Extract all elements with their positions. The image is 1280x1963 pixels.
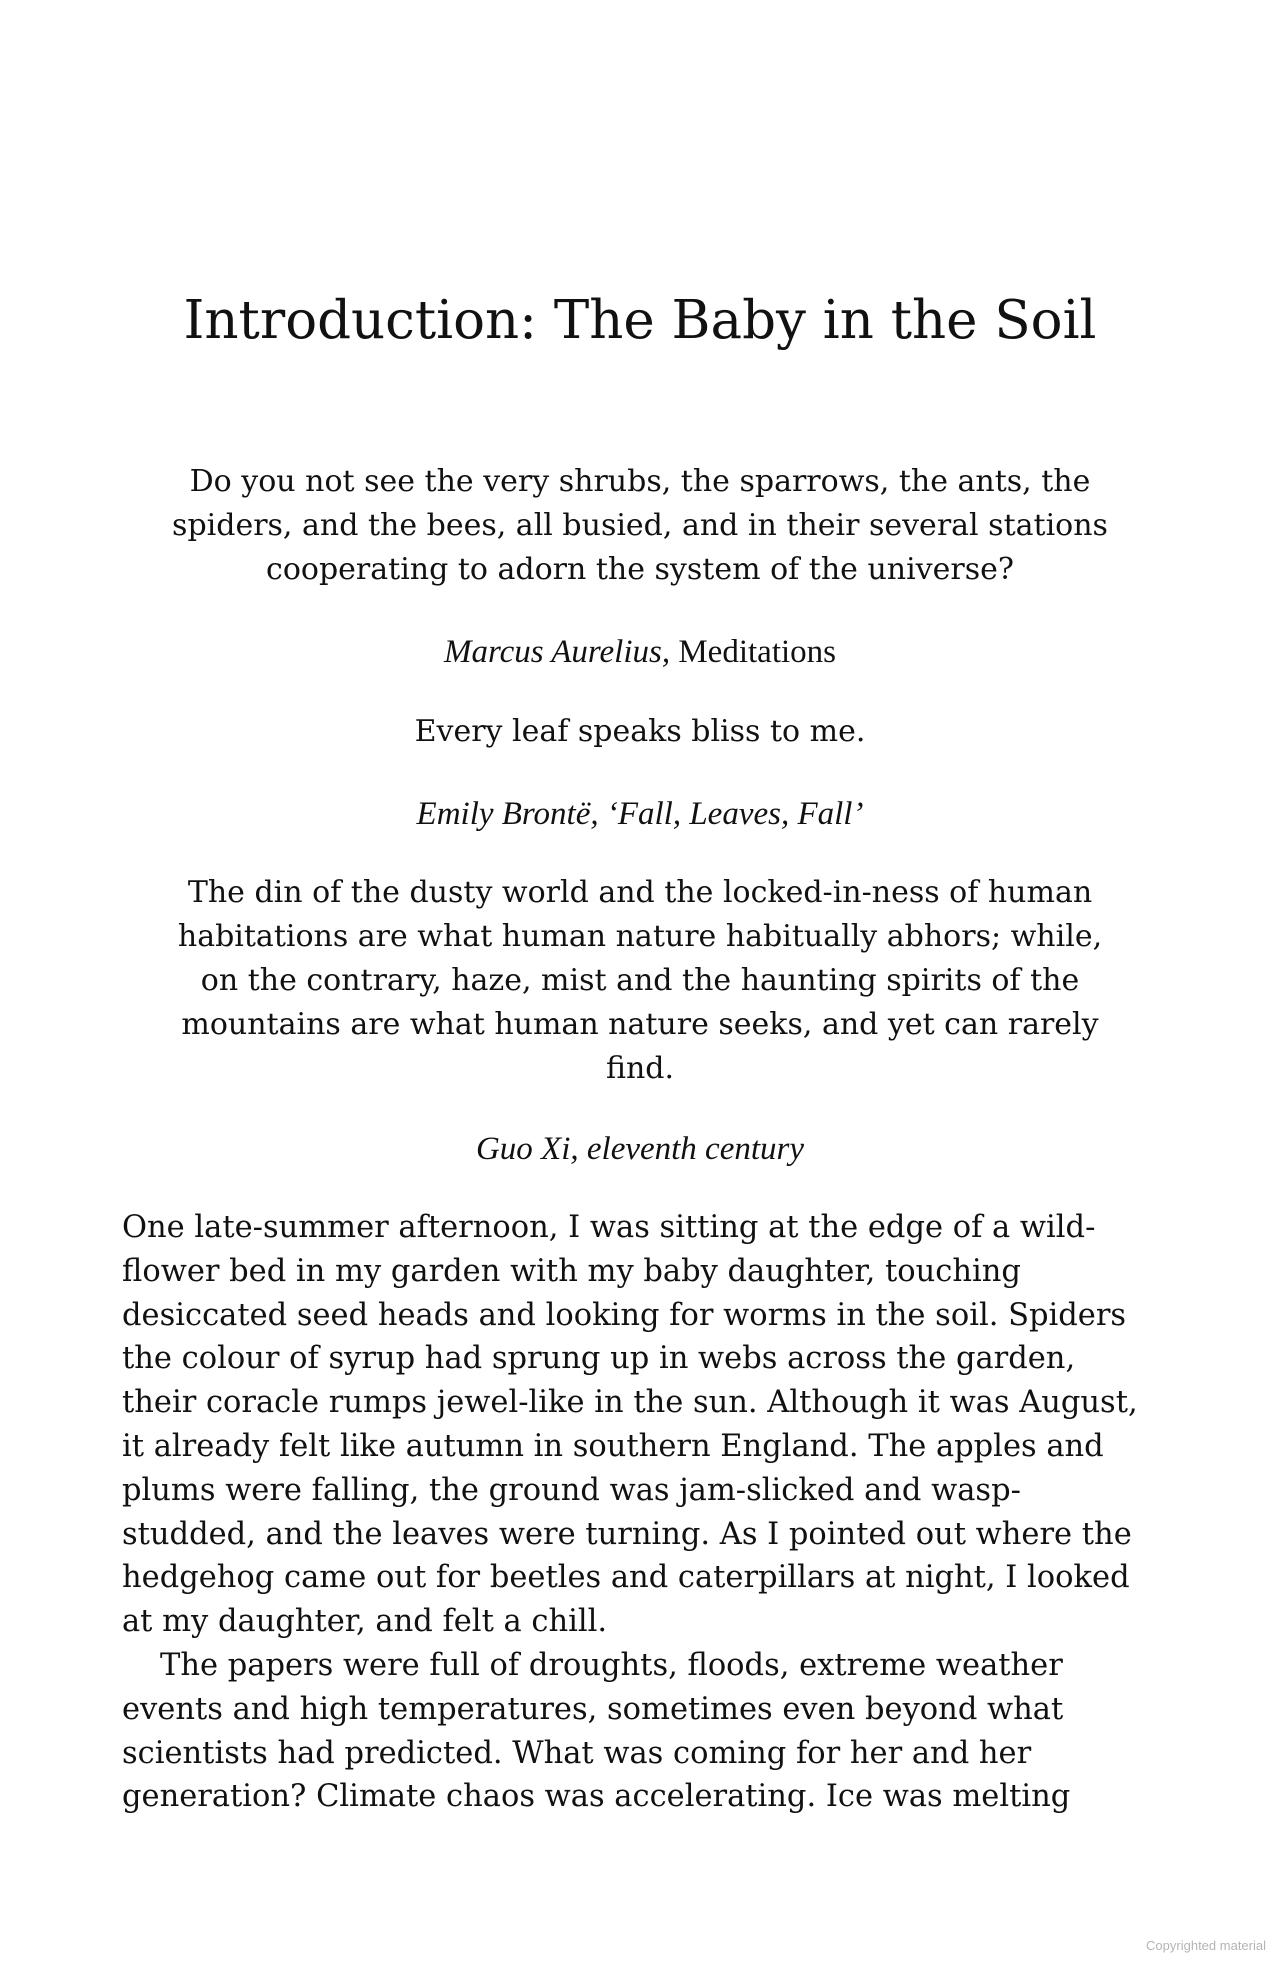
epigraph-author: Emily Brontë, ‘Fall, Leaves, Fall’ bbox=[416, 796, 864, 832]
epigraph-2 bbox=[0, 710, 1280, 754]
epigraph-work: Meditations bbox=[678, 634, 836, 670]
epigraph-author: Guo Xi, eleventh century bbox=[475, 1131, 805, 1167]
copyright-watermark: Copyrighted material bbox=[1146, 1938, 1266, 1953]
epigraph-3 bbox=[0, 871, 1280, 1091]
epigraph-author: Marcus Aurelius, bbox=[443, 634, 671, 670]
paragraph: One late-summer afternoon, I was sitting at the edge of a wild-flower bed in my garden with my baby daughter, touching desiccated seed heads and looking for worms in the soil. Spiders the colour of syrup had sprung up in webs across the garden, their coracle rumps jewel-like in the sun. Although it was August, it already felt like autumn in southern England. The apples and plums were falling, the ground was jam-slicked and wasp-studded, and the leaves were turning. As I pointed out where the hedgehog came out for beetles and caterpillars at night, I looked at my daughter, and felt a chill. bbox=[122, 1210, 1138, 1640]
epigraph-3-attribution bbox=[0, 1127, 1280, 1171]
chapter-title: Introduction: The Baby in the Soil bbox=[183, 290, 1097, 351]
body-text bbox=[122, 1206, 1142, 1819]
epigraph-quote: The din of the dusty world and the locked-in-ness of human habitations are what human nature habitually abhors; while, on the contrary, haze, mist and the haunting spirits of the mountains are what human nature seeks, and yet can rarely find. bbox=[177, 875, 1103, 1086]
paragraph: The papers were full of droughts, floods, extreme weather events and high temperatures, sometimes even beyond what scientists had predicted. What was coming for her and her generation? Climate chaos was accelerating. Ice was melting bbox=[122, 1647, 1071, 1815]
epigraph-1 bbox=[0, 460, 1280, 592]
epigraph-quote: Every leaf speaks bliss to me. bbox=[414, 714, 866, 749]
epigraph-2-attribution bbox=[0, 792, 1280, 836]
epigraph-quote: Do you not see the very shrubs, the sparrows, the ants, the spiders, and the bees, all busied, and in their several stations cooperating to adorn the system of the universe? bbox=[172, 464, 1108, 587]
epigraph-1-attribution bbox=[0, 630, 1280, 674]
